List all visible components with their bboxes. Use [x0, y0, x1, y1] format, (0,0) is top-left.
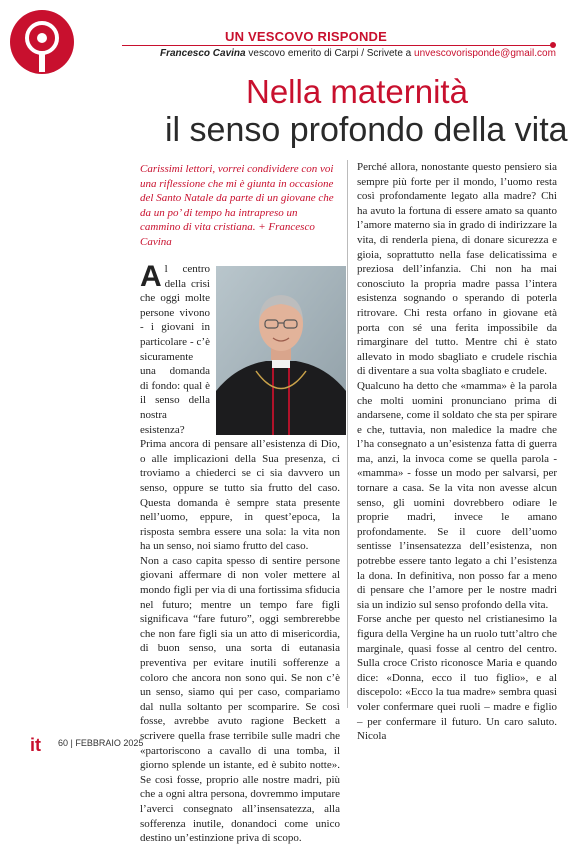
header-rule: [122, 45, 554, 46]
article-column-1: [140, 262, 340, 846]
section-title: UN VESCOVO RISPONDE: [225, 29, 387, 44]
column-divider: [347, 160, 348, 708]
byline: [160, 48, 556, 59]
page-number-date: 60 | FEBBRAIO 2025: [58, 738, 144, 748]
bishop-portrait-image: [216, 266, 346, 435]
column-2-paragraph-2: Qualcuno ha detto che «mamma» è la parola che molti uomini pronunciano prima di andarsene, come il soldato che sta per spirare e che, tuttavia, non maledice la madre che l’ha consegnato a un’esistenza fatta di guerra ma, anzi, la invoca come se quella parola - «mamma» - fosse un modo per salvarsi, per tornare a casa. Se la vita non avesse alcun senso, gli uomini dovrebbero odiare le proprie madri, invece le amano profondamente. Se il cuore dell’uomo sentisse l’insensatezza dell’esistenza, non potrebbe essere tanto legato a chi l’esistenza la dona. In definitiva, non posso far a meno di pensare che l’amore per le nostre madri sia un indizio sul senso profondo della vita.: [357, 379, 557, 611]
portrait-photo: [216, 266, 346, 435]
intro-text: Carissimi lettori, vorrei condividere con voi una riflessione che mi è giunta in occasione del Santo Natale da parte di un giovane che da un po’ di tempo ha intrapreso un cammino di vita cristiana. + Francesco Cavina: [140, 163, 334, 248]
contact-email-link[interactable]: unvescovorisponde@gmail.com: [414, 48, 556, 59]
column-1-paragraph-2: Non a caso capita spesso di sentire persone giovani affermare di non voler mettere al mondo figli per via di una fortissima sfiducia nel futuro; mentre un tempo fare figli significava “fare futuro”, oggi sembrerebbe che non fare figli sia un atto di misericordia, di buon senso, una sorta di eutanasia preventiva per evitare inutili sofferenze a coloro che ancora non sono qui. Se non c’è un senso, siamo qui per caso, compariamo dal nulla soltanto per scomparire. Se così fosse, avrebbe avuto ragione Beckett a scrivere quella frase terribile sulle madri che «partoriscono a cavallo di una tomba, il giorno splende un istante, ed è subito notte». Se così fosse, proprio alle nostre madri, più che a ogni altra persona, dovremmo imputare l’averci consegnato all’insensatezza, alla sofferenza inutile, donandoci come unico destino un’estinzione priva di scopo.: [140, 554, 340, 845]
column-2-paragraph-1: Perché allora, nonostante questo pensiero sia sempre più forte per il mondo, l’uomo resta così profondamente legato alla madre? Chi ha avuto la fortuna di essere amato sa quanto l’amore materno sia in grado di indirizzare la vita, di renderla piena, di donare sicurezza e gioia, soprattutto nella fase delicatissima e preziosa dell’infanzia. Chi non ha mai conosciuto la propria madre passa l’intera esistenza sognando o sperando di poterla ritrovare. Chi resta orfano in giovane età porta con sé una ferita impossibile da rimarginare del tutto. Mentre chi è stato allevato in modo sbagliato e crudele rischia di diventare a sua volta sbagliato e crudele.: [357, 161, 557, 378]
column-2-paragraph-3: Forse anche per questo nel cristianesimo la figura della Vergine ha un ruolo tutt’altro che marginale, quasi fosse al centro del centro. Sulla croce Cristo riconosce Maria e quando dice: «Donna, ecco il tuo figlio», e al discepolo: «Ecco la tua madre» sembra quasi voler confermare quei ruoli – madre e figlio – per confermare il futuro. Un caro saluto. Nicola: [357, 613, 557, 743]
headline-line-2: il senso profondo della vita: [165, 111, 568, 149]
drop-cap: A: [140, 260, 162, 293]
intro-letter: [140, 162, 340, 250]
footer-logo-icon: [30, 733, 52, 755]
magazine-section-logo-icon: [8, 8, 76, 76]
author-name: Francesco Cavina: [160, 48, 246, 59]
column-1-paragraph-1-text: l centro della crisi che oggi molte persone vivono - i giovani in particolare - c’è sicuramente una domanda di fondo: qual è il senso della nostra esistenza? Prima ancora di pensare all’esistenza di Dio, o alle implicazioni della Sua presenza, ci troviamo a chiederci se ci sia davvero un senso, oppure se tutto sia frutto del caso. Questa domanda è sempre stata presente nell’uomo, eppure, in quest’epoca, la risposta sembra essere una sola: la vita non ha un senso, noi siamo frutto del caso.: [140, 263, 340, 553]
footer-logo-text: it: [30, 735, 41, 755]
headline-line-1: Nella maternità: [246, 73, 468, 110]
author-role: vescovo emerito di Carpi / Scrivete a: [245, 48, 415, 59]
article-column-2: [357, 160, 557, 744]
